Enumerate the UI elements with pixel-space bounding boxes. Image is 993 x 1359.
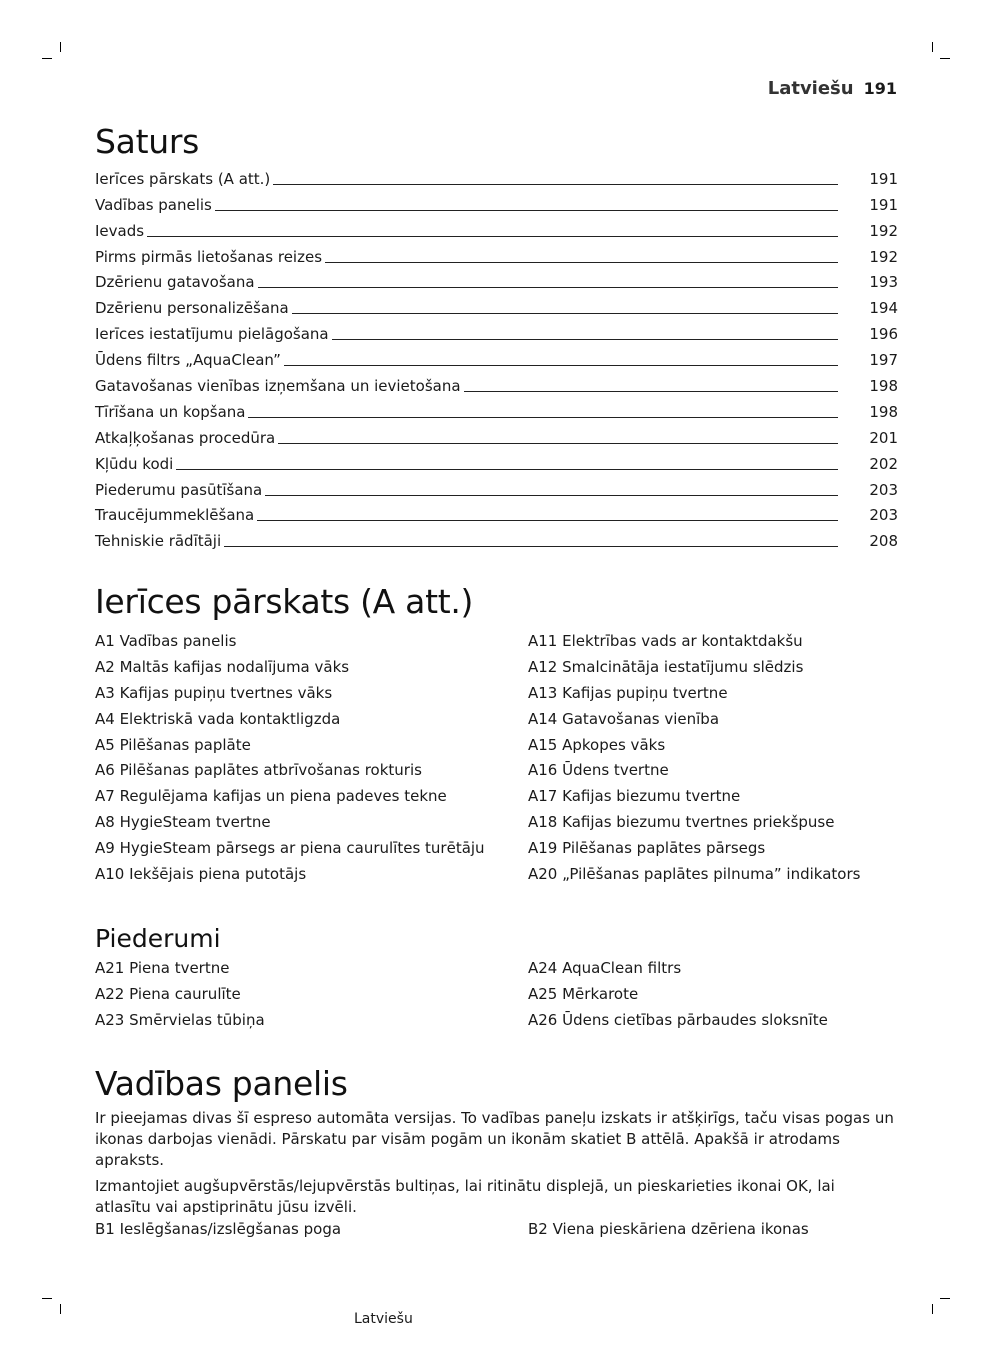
crop-mark bbox=[60, 42, 61, 52]
toc-entry[interactable] bbox=[95, 421, 898, 447]
toc-entry-title: Gatavošanas vienības izņemšana un ievietošana bbox=[95, 377, 461, 396]
footer-language: Latviešu bbox=[354, 1311, 413, 1327]
toc-entry-page: 194 bbox=[869, 299, 898, 318]
accessory-item: A24 AquaClean filtrs bbox=[528, 959, 682, 977]
toc-entry[interactable] bbox=[95, 499, 898, 525]
control-panel-paragraph: Izmantojiet augšupvērstās/lejupvērstās bultiņas, lai ritinātu displejā, un pieskarieties ikonai OK, lai atlasītu vai apstiprinātu jūsu izvēli. bbox=[95, 1177, 835, 1216]
overview-item: A14 Gatavošanas vienība bbox=[528, 709, 720, 728]
toc-leader-line bbox=[258, 287, 838, 288]
toc-leader-line bbox=[215, 210, 838, 211]
toc-entry-page: 192 bbox=[869, 247, 898, 266]
accessory-item: A22 Piena caurulīte bbox=[95, 984, 241, 1003]
overview-item: A3 Kafijas pupiņu tvertnes vāks bbox=[95, 683, 333, 702]
toc-entry-title: Kļūdu kodi bbox=[95, 454, 174, 473]
header-language: Latviešu bbox=[767, 78, 854, 99]
control-panel-right-list bbox=[528, 1218, 898, 1240]
toc-entry-page: 191 bbox=[869, 195, 898, 214]
toc-entry-title: Atkaļķošanas procedūra bbox=[95, 428, 276, 447]
toc-leader-line bbox=[147, 236, 838, 237]
accessories-left-list bbox=[95, 957, 528, 1031]
toc-leader-line bbox=[273, 184, 838, 185]
toc-entry[interactable] bbox=[95, 447, 898, 473]
control-panel-paragraph: Ir pieejamas divas šī espreso automāta versijas. To vadības paneļu izskats ir atšķirīgs, taču visas pogas un ikonas darbojas vienādi. Pārskatu par visām pogām un ikonām skatiet B attēlā. Apakšā ir atrodams apraksts. bbox=[95, 1109, 894, 1169]
overview-section bbox=[95, 582, 898, 889]
toc-entry-title: Dzērienu personalizēšana bbox=[95, 299, 289, 318]
toc-leader-line bbox=[284, 365, 838, 366]
overview-left-list bbox=[95, 630, 528, 885]
toc-entry-title: Ierīces pārskats (A att.) bbox=[95, 169, 271, 188]
overview-item: A17 Kafijas biezumu tvertne bbox=[528, 787, 741, 806]
control-panel-item: B2 Viena pieskāriena dzēriena ikonas bbox=[528, 1220, 809, 1238]
control-panel-item: B1 Ieslēgšanas/izslēgšanas poga bbox=[95, 1220, 342, 1238]
overview-item: A15 Apkopes vāks bbox=[528, 735, 666, 754]
toc-leader-line bbox=[248, 417, 838, 418]
control-panel-title: Vadības panelis bbox=[95, 1064, 348, 1103]
overview-item: A18 Kafijas biezumu tvertnes priekšpuse bbox=[528, 813, 835, 832]
control-panel-section bbox=[95, 1064, 898, 1244]
overview-item: A19 Pilēšanas paplātes pārsegs bbox=[528, 839, 766, 858]
overview-item: A13 Kafijas pupiņu tvertne bbox=[528, 683, 728, 702]
toc-list bbox=[95, 162, 898, 550]
toc-entry-title: Ierīces iestatījumu pielāgošana bbox=[95, 325, 329, 344]
toc-entry[interactable] bbox=[95, 343, 898, 369]
toc-entry-title: Piederumu pasūtīšana bbox=[95, 480, 263, 499]
crop-mark bbox=[932, 1304, 933, 1314]
toc-entry-page: 203 bbox=[869, 480, 898, 499]
toc-entry-title: Ievads bbox=[95, 221, 145, 240]
toc-entry-page: 191 bbox=[869, 169, 898, 188]
running-header bbox=[768, 78, 897, 99]
toc-entry[interactable] bbox=[95, 317, 898, 343]
accessory-item: A26 Ūdens cietības pārbaudes sloksnīte bbox=[528, 1010, 828, 1029]
overview-item: A8 HygieSteam tvertne bbox=[95, 813, 271, 832]
overview-item: A4 Elektriskā vada kontaktligzda bbox=[95, 709, 341, 728]
toc-leader-line bbox=[224, 546, 838, 547]
overview-item: A1 Vadības panelis bbox=[95, 632, 237, 650]
toc-entry[interactable] bbox=[95, 369, 898, 395]
toc-entry[interactable] bbox=[95, 291, 898, 317]
toc-leader-line bbox=[257, 520, 838, 521]
crop-mark bbox=[60, 1304, 61, 1314]
overview-right-list bbox=[528, 630, 898, 885]
toc-entry-page: 198 bbox=[869, 377, 898, 396]
toc-entry[interactable] bbox=[95, 473, 898, 499]
overview-title: Ierīces pārskats (A att.) bbox=[95, 582, 474, 621]
crop-mark bbox=[42, 58, 52, 59]
accessory-item: A25 Mērkarote bbox=[528, 984, 639, 1003]
accessories-title: Piederumi bbox=[95, 924, 221, 953]
toc-leader-line bbox=[325, 262, 838, 263]
toc-entry-page: 202 bbox=[869, 454, 898, 473]
accessories-right-list bbox=[528, 957, 898, 1031]
overview-item: A9 HygieSteam pārsegs ar piena caurulītes turētāju bbox=[95, 839, 485, 858]
crop-mark bbox=[940, 58, 950, 59]
toc-leader-line bbox=[278, 443, 838, 444]
overview-item: A5 Pilēšanas paplāte bbox=[95, 735, 251, 754]
toc-entry[interactable] bbox=[95, 162, 898, 188]
toc-entry-page: 198 bbox=[869, 402, 898, 421]
toc-entry-title: Pirms pirmās lietošanas reizes bbox=[95, 247, 323, 266]
overview-item: A2 Maltās kafijas nodalījuma vāks bbox=[95, 657, 350, 676]
overview-item: A11 Elektrības vads ar kontaktdakšu bbox=[528, 632, 803, 650]
overview-item: A7 Regulējama kafijas un piena padeves tekne bbox=[95, 787, 447, 806]
toc-entry-title: Tehniskie rādītāji bbox=[95, 532, 222, 551]
overview-item: A16 Ūdens tvertne bbox=[528, 761, 669, 780]
crop-mark bbox=[932, 42, 933, 52]
toc-entry-page: 203 bbox=[869, 506, 898, 525]
toc-leader-line bbox=[292, 313, 838, 314]
toc-entry[interactable] bbox=[95, 188, 898, 214]
toc-entry-page: 192 bbox=[869, 221, 898, 240]
toc-entry-page: 197 bbox=[869, 351, 898, 370]
accessories-section bbox=[95, 924, 898, 1035]
toc-entry-title: Ūdens filtrs „AquaClean” bbox=[95, 351, 281, 370]
toc-leader-line bbox=[265, 495, 838, 496]
toc-entry[interactable] bbox=[95, 214, 898, 240]
toc-entry-page: 201 bbox=[869, 428, 898, 447]
toc-entry-title: Tīrīšana un kopšana bbox=[95, 402, 246, 421]
control-panel-left-list bbox=[95, 1218, 528, 1240]
accessory-item: A21 Piena tvertne bbox=[95, 959, 230, 977]
overview-item: A12 Smalcinātāja iestatījumu slēdzis bbox=[528, 657, 804, 676]
toc-entry-page: 196 bbox=[869, 325, 898, 344]
overview-item: A6 Pilēšanas paplātes atbrīvošanas rokturis bbox=[95, 761, 422, 780]
toc-entry-title: Traucējummeklēšana bbox=[95, 506, 255, 525]
crop-mark bbox=[940, 1298, 950, 1299]
overview-item: A10 Iekšējais piena putotājs bbox=[95, 865, 307, 884]
toc-leader-line bbox=[176, 469, 838, 470]
accessory-item: A23 Smērvielas tūbiņa bbox=[95, 1010, 265, 1029]
toc-entry-page: 208 bbox=[869, 532, 898, 551]
toc-title: Saturs bbox=[95, 122, 199, 161]
toc-entry-title: Vadības panelis bbox=[95, 195, 212, 214]
toc-section bbox=[95, 122, 898, 550]
toc-entry[interactable] bbox=[95, 240, 898, 266]
toc-entry-page: 193 bbox=[869, 273, 898, 292]
toc-leader-line bbox=[332, 339, 838, 340]
toc-leader-line bbox=[464, 391, 838, 392]
toc-entry[interactable] bbox=[95, 524, 898, 550]
toc-entry[interactable] bbox=[95, 266, 898, 292]
crop-mark bbox=[42, 1298, 52, 1299]
header-page-number: 191 bbox=[863, 79, 897, 98]
toc-entry-title: Dzērienu gatavošana bbox=[95, 273, 255, 292]
toc-entry[interactable] bbox=[95, 395, 898, 421]
overview-item: A20 „Pilēšanas paplātes pilnuma” indikators bbox=[528, 865, 861, 884]
